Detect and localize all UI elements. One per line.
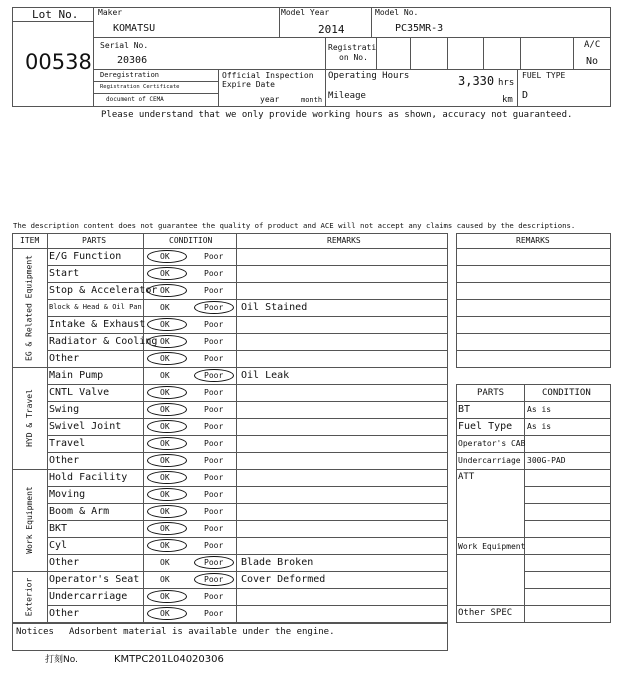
part-label: Intake & Exhaust bbox=[49, 319, 146, 330]
remark-text: Blade Broken bbox=[241, 557, 314, 568]
ok-option: OK bbox=[160, 490, 170, 499]
maker-value: KOMATSU bbox=[113, 23, 156, 34]
ok-selected-circle bbox=[147, 522, 187, 535]
remarks-line bbox=[456, 350, 611, 351]
ok-selected-circle bbox=[147, 267, 187, 280]
part-label: Main Pump bbox=[49, 370, 104, 381]
ok-option: OK bbox=[160, 575, 170, 584]
poor-option: Poor bbox=[204, 524, 224, 533]
row-divider bbox=[47, 554, 448, 555]
ok-selected-circle bbox=[147, 437, 187, 450]
ok-selected-circle bbox=[147, 352, 187, 365]
part-label: Stop & Accelerator bbox=[49, 285, 158, 296]
row-divider bbox=[47, 333, 448, 334]
poor-selected-circle bbox=[194, 301, 234, 314]
right-part-label: Undercarriage bbox=[458, 456, 521, 465]
km-unit: km bbox=[502, 95, 513, 105]
row-divider bbox=[47, 265, 448, 266]
notices-text: Adsorbent material is available under the engine. bbox=[69, 627, 335, 637]
part-label: Operator's Seat bbox=[49, 574, 140, 585]
part-label: Cyl bbox=[49, 540, 68, 551]
ok-selected-circle bbox=[147, 420, 187, 433]
ok-selected-circle bbox=[147, 318, 187, 331]
poor-option: Poor bbox=[204, 558, 224, 567]
registration-no-label-2: on No. bbox=[339, 53, 368, 62]
spec-line bbox=[524, 571, 611, 572]
row-divider bbox=[47, 384, 448, 385]
row-divider bbox=[47, 503, 448, 504]
part-label: CNTL Valve bbox=[49, 387, 110, 398]
poor-option: Poor bbox=[204, 439, 224, 448]
poor-option: Poor bbox=[204, 320, 224, 329]
poor-selected-circle bbox=[194, 556, 234, 569]
ok-option: OK bbox=[160, 337, 170, 346]
spec-line bbox=[456, 435, 611, 436]
group-label: EG & Related Equipment bbox=[24, 254, 34, 361]
remarks-line bbox=[456, 299, 611, 300]
deregistration-label: Deregistration bbox=[100, 71, 160, 79]
group-label: HYD & Travel bbox=[24, 389, 34, 447]
lot-number: 00538 bbox=[25, 50, 92, 74]
row-divider bbox=[47, 282, 448, 283]
ok-option: OK bbox=[160, 371, 170, 380]
poor-option: Poor bbox=[204, 303, 224, 312]
cema-document-label: document of CEMA bbox=[106, 96, 164, 103]
spec-line bbox=[524, 588, 611, 589]
ok-selected-circle bbox=[147, 335, 187, 348]
model-no-label: Model No. bbox=[375, 8, 419, 17]
ok-option: OK bbox=[160, 558, 170, 567]
poor-option: Poor bbox=[204, 388, 224, 397]
remarks-line bbox=[456, 265, 611, 266]
disclaimer: The description content does not guarantee the quality of product and ACE will not accept any claims caused by the descriptions. bbox=[13, 221, 576, 230]
month-label: month bbox=[301, 96, 323, 104]
remark-text: Oil Leak bbox=[241, 370, 290, 381]
spec-line bbox=[524, 486, 611, 487]
fuel-type-label: FUEL TYPE bbox=[522, 71, 566, 80]
ok-option: OK bbox=[160, 303, 170, 312]
spec-line bbox=[456, 469, 611, 470]
right-parts-header: PARTS bbox=[477, 388, 505, 398]
ok-option: OK bbox=[160, 507, 170, 516]
part-label: Other bbox=[49, 557, 80, 568]
part-label: Swivel Joint bbox=[49, 421, 122, 432]
poor-option: Poor bbox=[204, 541, 224, 550]
ok-option: OK bbox=[160, 320, 170, 329]
ok-selected-circle bbox=[147, 386, 187, 399]
model-year-label: Model Year bbox=[281, 8, 330, 17]
poor-option: Poor bbox=[204, 473, 224, 482]
ok-option: OK bbox=[160, 252, 170, 261]
part-label: Radiator & Cooling bbox=[49, 336, 158, 347]
remarks-line bbox=[456, 248, 611, 249]
poor-option: Poor bbox=[204, 252, 224, 261]
remarks-line bbox=[456, 282, 611, 283]
ok-selected-circle bbox=[147, 488, 187, 501]
poor-option: Poor bbox=[204, 507, 224, 516]
part-label: Other bbox=[49, 608, 80, 619]
remarks-line bbox=[456, 316, 611, 317]
part-label: Block & Head & Oil Pan bbox=[49, 303, 142, 311]
part-label: BKT bbox=[49, 523, 68, 534]
ok-option: OK bbox=[160, 422, 170, 431]
poor-option: Poor bbox=[204, 592, 224, 601]
row-divider bbox=[47, 486, 448, 487]
spec-line bbox=[524, 520, 611, 521]
ok-option: OK bbox=[160, 541, 170, 550]
part-label: Hold Facility bbox=[49, 472, 128, 483]
ok-option: OK bbox=[160, 524, 170, 533]
ac-label: A/C bbox=[584, 40, 601, 50]
maker-label: Maker bbox=[98, 8, 123, 17]
lot-no-label: Lot No. bbox=[32, 8, 79, 21]
registration-no-label-1: Registrati bbox=[328, 43, 377, 52]
row-divider bbox=[47, 316, 448, 317]
condition-header: CONDITION bbox=[169, 236, 213, 245]
part-label: Start bbox=[49, 268, 80, 279]
part-label: Moving bbox=[49, 489, 86, 500]
ok-selected-circle bbox=[147, 607, 187, 620]
ok-selected-circle bbox=[147, 539, 187, 552]
serial-no-value: 20306 bbox=[117, 55, 148, 66]
remark-text: Cover Deformed bbox=[241, 574, 326, 585]
inspection-label-1: Official Inspection bbox=[222, 71, 314, 80]
row-divider bbox=[47, 452, 448, 453]
right-condition-value: As is bbox=[527, 405, 552, 414]
row-divider bbox=[47, 350, 448, 351]
ok-selected-circle bbox=[147, 454, 187, 467]
poor-option: Poor bbox=[204, 337, 224, 346]
right-part-label: Fuel Type bbox=[458, 421, 513, 432]
part-label: E/G Function bbox=[49, 251, 122, 262]
poor-option: Poor bbox=[204, 269, 224, 278]
serial-no-label: Serial No. bbox=[100, 41, 149, 50]
stamp-number: KMTPC201L04020306 bbox=[114, 654, 224, 665]
spec-line bbox=[456, 554, 611, 555]
ok-selected-circle bbox=[147, 403, 187, 416]
poor-option: Poor bbox=[204, 609, 224, 618]
poor-option: Poor bbox=[204, 405, 224, 414]
poor-option: Poor bbox=[204, 286, 224, 295]
notices-label: Notices bbox=[16, 627, 54, 637]
model-no-value: PC35MR-3 bbox=[395, 23, 444, 34]
att-label: ATT bbox=[458, 472, 475, 482]
spec-line bbox=[456, 605, 611, 606]
ok-option: OK bbox=[160, 439, 170, 448]
column-divider bbox=[236, 233, 237, 622]
group-divider bbox=[12, 469, 448, 470]
poor-selected-circle bbox=[194, 573, 234, 586]
group-divider bbox=[12, 571, 448, 572]
row-divider bbox=[47, 401, 448, 402]
spec-line bbox=[524, 503, 611, 504]
ok-option: OK bbox=[160, 609, 170, 618]
poor-option: Poor bbox=[204, 354, 224, 363]
ok-selected-circle bbox=[147, 250, 187, 263]
remark-text: Oil Stained bbox=[241, 302, 308, 313]
part-label: Travel bbox=[49, 438, 86, 449]
model-year-value: 2014 bbox=[318, 23, 345, 36]
remarks-right-header: REMARKS bbox=[516, 236, 550, 245]
spec-line bbox=[456, 401, 611, 402]
ok-option: OK bbox=[160, 388, 170, 397]
part-label: Swing bbox=[49, 404, 80, 415]
spec-line bbox=[456, 418, 611, 419]
header-divider bbox=[12, 248, 448, 249]
remarks-header: REMARKS bbox=[327, 236, 361, 245]
right-part-label: Operator's CAB bbox=[458, 439, 526, 448]
ok-option: OK bbox=[160, 269, 170, 278]
right-condition-value: 300G-PAD bbox=[527, 456, 566, 465]
poor-option: Poor bbox=[204, 575, 224, 584]
ok-option: OK bbox=[160, 473, 170, 482]
row-divider bbox=[47, 418, 448, 419]
spec-line bbox=[456, 537, 611, 538]
operating-hours-label: Operating Hours bbox=[328, 71, 410, 81]
group-divider bbox=[12, 367, 448, 368]
hrs-unit: hrs bbox=[498, 78, 515, 88]
ok-selected-circle bbox=[147, 284, 187, 297]
ok-option: OK bbox=[160, 592, 170, 601]
right-condition-value: As is bbox=[527, 422, 552, 431]
row-divider bbox=[47, 299, 448, 300]
group-label: Work Equipment bbox=[24, 486, 34, 554]
ac-value: No bbox=[586, 56, 599, 67]
ok-option: OK bbox=[160, 354, 170, 363]
row-divider bbox=[47, 588, 448, 589]
operating-hours-value: 3,330 bbox=[458, 74, 495, 88]
remarks-block bbox=[456, 233, 611, 368]
ok-selected-circle bbox=[147, 590, 187, 603]
inspection-label-2: Expire Date bbox=[222, 80, 275, 89]
part-label: Undercarriage bbox=[49, 591, 128, 602]
fuel-type-value: D bbox=[522, 90, 529, 101]
other-spec-label: Other SPEC bbox=[458, 608, 513, 618]
year-label: year bbox=[260, 95, 280, 104]
ok-option: OK bbox=[160, 286, 170, 295]
stamp-label: 打刻No. bbox=[45, 655, 78, 665]
spec-line bbox=[456, 452, 611, 453]
poor-option: Poor bbox=[204, 490, 224, 499]
parts-header: PARTS bbox=[82, 236, 107, 245]
hours-note: Please understand that we only provide working hours as shown, accuracy not guaranteed. bbox=[101, 110, 573, 120]
row-divider bbox=[47, 520, 448, 521]
row-divider bbox=[47, 605, 448, 606]
ok-selected-circle bbox=[147, 471, 187, 484]
row-divider bbox=[47, 435, 448, 436]
item-header: ITEM bbox=[20, 236, 40, 245]
remarks-line bbox=[456, 333, 611, 334]
part-label: Other bbox=[49, 455, 80, 466]
right-condition-header: CONDITION bbox=[542, 388, 591, 398]
right-part-label: BT bbox=[458, 404, 471, 415]
ok-selected-circle bbox=[147, 505, 187, 518]
poor-selected-circle bbox=[194, 369, 234, 382]
mileage-label: Mileage bbox=[328, 91, 366, 101]
work-equipment-label: Work Equipment bbox=[458, 542, 526, 551]
group-label: Exterior bbox=[24, 577, 34, 616]
poor-option: Poor bbox=[204, 422, 224, 431]
registration-certificate-label: Registration Certificate bbox=[100, 84, 180, 90]
poor-option: Poor bbox=[204, 371, 224, 380]
part-label: Other bbox=[49, 353, 80, 364]
column-divider bbox=[47, 233, 48, 622]
part-label: Boom & Arm bbox=[49, 506, 110, 517]
ok-option: OK bbox=[160, 456, 170, 465]
poor-option: Poor bbox=[204, 456, 224, 465]
row-divider bbox=[47, 537, 448, 538]
ok-option: OK bbox=[160, 405, 170, 414]
